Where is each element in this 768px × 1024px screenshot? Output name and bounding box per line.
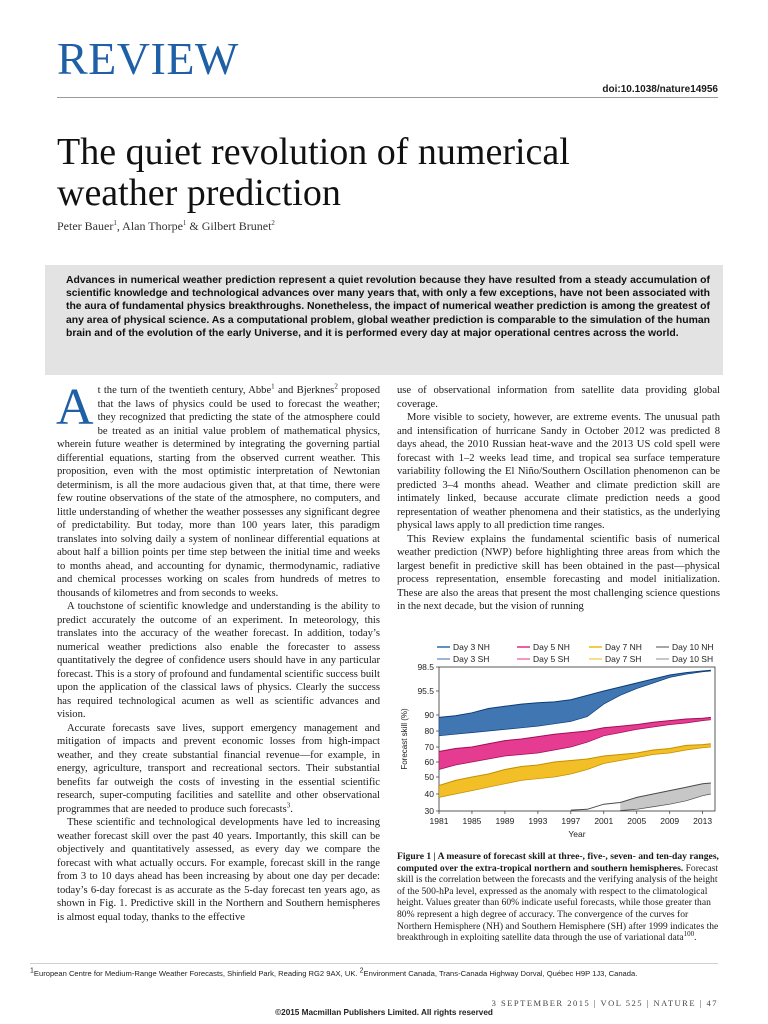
copyright: ©2015 Macmillan Publishers Limited. All rights reserved [275,1008,493,1017]
title-line-1: The quiet revolution of numerical [57,131,570,173]
y-tick-label: 98.5 [417,662,434,672]
affiliation-2: Environment Canada, Trans-Canada Highway Dorval, Québec H9P 1J3, Canada. [363,969,638,978]
x-axis-label: Year [568,829,586,839]
y-axis-label: Forecast skill (%) [400,708,409,770]
body-paragraph: These scientific and technological developments have led to increasing weather forecast skill over the past 40 years. Importantly, this skill can be objectively and quantitatively assessed, as every day we compare the forecast with what actually occurs. For example, forecast skill in the range from 3 to 10 days ahead has been increasing by about one day per decade: today’s 6-day forecast is as accurate as the 5-day forecast ten years ago, as shown in Fig. 1. Predictive skill in the Northern and Southern hemispheres is almost equal today, thanks to the effective [57,817,380,923]
citation-ref[interactable]: 2 [334,382,338,391]
body-paragraph: use of observational information from satellite data providing global coverage. [397,385,720,410]
legend-label: Day 5 NH [533,642,570,652]
affiliation-marker: 2 [359,967,364,975]
x-tick-label: 1997 [561,816,581,826]
y-tick-label: 30 [424,806,434,816]
affiliations-footnote [30,969,730,978]
doi[interactable]: doi:10.1038/nature14956 [602,84,718,95]
issue-line: 3 SEPTEMBER 2015 | VOL 525 | NATURE | 47 [491,998,718,1008]
drop-cap: A [56,379,94,436]
body-paragraph: A touchstone of scientific knowledge and understanding is the ability to predict accurately the outcome of an experiment. In meteorology, this translates into the accuracy of the weather forecast. In addition, today’s numerical weather predictions also enable the forecaster to assess quantitatively the degree of confidence users should have in any particular forecast. This is a story of profound and fundamental scientific success built upon the application of the classical laws of physics. Clearly the success has required technological acumen as well as scientific advances and vision. [57,601,380,720]
body-paragraph [56,379,380,600]
legend-label: Day 5 SH [533,654,570,664]
text-span: . [290,803,293,815]
author-name: Peter Bauer [57,219,114,233]
text-span: Accurate forecasts save lives, support emergency management and mitigation of impacts and prevent economic losses from high-impact weather, and they create substantial financial revenue—for example, in energy, agriculture, transport and recreational sectors. Their substantial benefits far outweigh the costs of investing in the essential scientific research, super-computing facilities and satellite and other observational programmes that are needed to produce such forecasts [57,722,380,815]
header-rule [57,97,718,98]
x-tick-label: 2009 [660,816,680,826]
author-list: Peter Bauer$^1$, Alan Thorpe$^1$ & Gilbert Brunet$^2$ [57,219,275,233]
x-tick-label: 2001 [594,816,614,826]
x-tick-label: 1981 [429,816,449,826]
affiliation-marker: 1 [30,967,34,975]
affiliation-ref: 1 [182,219,187,227]
citation-ref[interactable]: 100 [683,929,695,938]
title-line-2: weather prediction [57,172,341,214]
y-tick-label: 95.5 [417,686,434,696]
body-paragraph: More visible to society, however, are extreme events. The unusual path and intensification of hurricane Sandy in October 2012 was predicted 8 days ahead, the 2010 Russian heat-wave and the 2013 US cold spell were forecast with 1–2 weeks lead time, and tropical sea surface temperature variability following the El Niño/Southern Oscillation phenomenon can be predicted 3–4 months ahead. Weather and climate prediction skill are intimately linked, because accurate climate prediction needs a good representation of weather phenomena and their statistics, as the underlying physical laws apply to all prediction time ranges. [397,412,720,531]
author-name: Alan Thorpe [122,219,183,233]
text-span: proposed that the laws of physics could be used to forecast the weather; they recognized that predicting the state of the atmosphere could be treated as an initial value problem of mathematical physics, wherein future weather is determined by integrating the governing partial differential equations, starting from the observed current weather. This proposition, even with the most optimistic interpretation of Newtonian determinism, is all the more audacious given that, at that time, there were few routine observations of the state of the atmosphere, no computers, and little understanding of whether the weather possesses any significant degree of predictability. But today, more than 100 years later, this paradigm translates into solving daily a system of nonlinear differential equations at about half a billion points per time step between the initial time and weeks to months ahead, and accounting for dynamic, thermodynamic, radiative and chemical processes working on scales from hundreds of metres to thousands of kilometres and from seconds to weeks. [57,385,380,599]
figure-caption [397,851,720,944]
text-span: t the turn of the twentieth century, Abbe [97,385,272,396]
section-label: REVIEW [57,33,239,84]
legend-label: Day 7 SH [605,654,642,664]
legend-label: Day 10 SH [672,654,714,664]
x-tick-label: 1985 [462,816,482,826]
caption-title: Figure 1 | A measure of forecast skill at three-, five-, seven- and ten-day ranges, computed over the extra-tropical northern and southern hemispheres. [397,851,719,874]
body-paragraph [57,722,380,817]
y-tick-label: 50 [424,772,434,782]
legend-label: Day 3 SH [453,654,490,664]
text-span: and Bjerknes [274,385,335,396]
article-title [57,132,697,214]
footnote-rule [30,963,718,964]
legend-label: Day 10 NH [672,642,714,652]
affiliation-ref: 2 [271,219,275,227]
body-column-right [397,384,720,614]
citation-ref[interactable]: 1 [271,382,275,391]
citation-ref[interactable]: 3 [286,800,291,809]
caption-text: Forecast skill is the correlation between the forecasts and the verifying analysis of the height of the 500-hPa level, expressed as the anomaly with respect to the climatological height. Values greater than 60% indicate useful forecasts, while those greater than 80% represent a high degree of accuracy. The convergence of the curves for Northern Hemisphere (NH) and Southern Hemisphere (SH) after 1999 indicates the breakthrough in exploiting satellite data through the use of variational data [397,862,719,944]
body-paragraph: This Review explains the fundamental scientific basis of numerical weather prediction (NWP) before highlighting three areas from which the largest benefit in predictive skill has been obtained in the past—physical process representation, ensemble forecasting and model initialization. These are also the areas that present the most challenging science questions in the next decade, but the vision of running [397,533,720,612]
affiliation-ref: 1 [113,219,117,227]
x-tick-label: 2013 [693,816,713,826]
y-tick-label: 60 [424,757,434,767]
figure-1-chart [397,637,725,847]
y-tick-label: 90 [424,710,434,720]
legend-label: Day 7 NH [605,642,642,652]
legend-label: Day 3 NH [453,642,490,652]
author-name: Gilbert Brunet [201,219,272,233]
y-tick-label: 70 [424,742,434,752]
affiliation-1: European Centre for Medium-Range Weather Forecasts, Shinfield Park, Reading RG2 9AX, UK. [33,969,360,978]
chart-svg [397,637,725,847]
x-tick-label: 2005 [627,816,647,826]
x-tick-label: 1993 [528,816,548,826]
abstract: Advances in numerical weather prediction represent a quiet revolution because they have resulted from a steady accumulation of scientific knowledge and technological advances over many years that, with only a few exceptions, have not been associated with the aura of fundamental physics breakthroughs. Nonetheless, the impact of numerical weather prediction is among the greatest of any area of physical science. As a computational problem, global weather prediction is comparable to the simulation of the human brain and of the evolution of the early Universe, and it is performed every day at major operational centres across the world. [66,275,710,339]
caption-end: . [694,932,697,944]
y-tick-label: 40 [424,789,434,799]
y-tick-label: 80 [424,726,434,736]
body-column-left [56,379,380,924]
x-tick-label: 1989 [495,816,515,826]
